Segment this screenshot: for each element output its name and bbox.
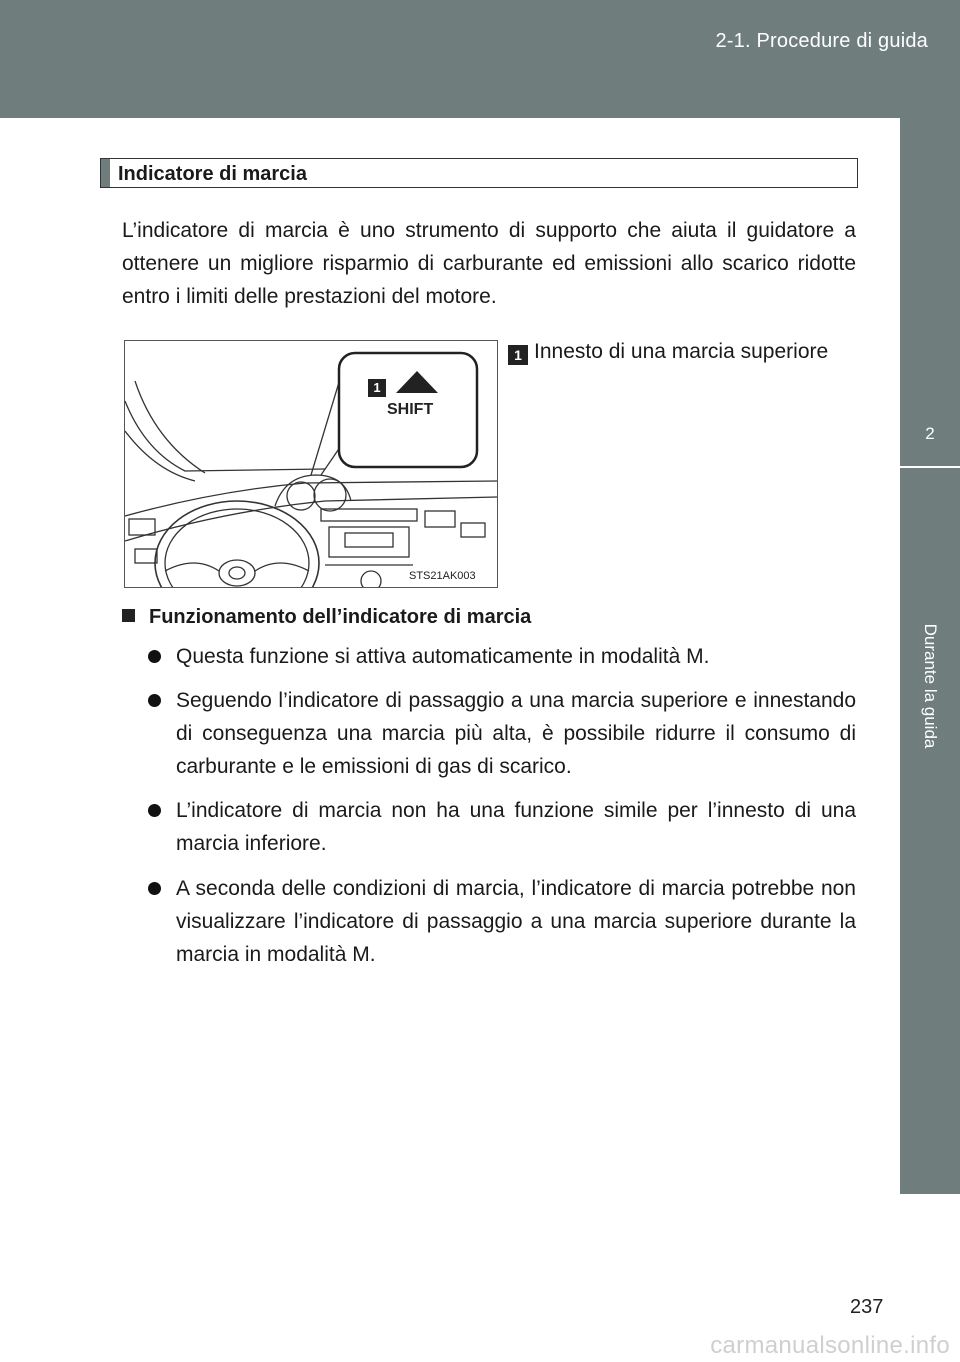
- bullet-dot-icon: [148, 650, 161, 663]
- bullet-dot-icon: [148, 882, 161, 895]
- page-header: [0, 0, 960, 118]
- callout-badge: 1: [508, 345, 528, 365]
- bullet-text: Questa funzione si attiva automaticamente in modalità M.: [176, 645, 710, 668]
- chapter-number: 2: [925, 424, 935, 443]
- bullet-text: Seguendo l’indicatore di passaggio a una marcia superiore e innestando di conseguenza una marcia più alta, è possibile ridurre il consumo di carburante e le emissioni di gas di scarico.: [176, 689, 856, 778]
- bullet-dot-icon: [148, 694, 161, 707]
- callout-text: Innesto di una marcia superiore: [534, 340, 829, 363]
- bullet-text: A seconda delle condizioni di marcia, l’indicatore di marcia potrebbe non visualizzare l’indicatore di passaggio a una marcia superiore durante la marcia in modalità M.: [176, 877, 856, 966]
- page-number: 237: [850, 1296, 884, 1318]
- section-heading: [100, 158, 858, 188]
- dashboard-drawing: [125, 341, 497, 587]
- bullet-item: [148, 794, 856, 860]
- figure-badge: 1: [373, 380, 381, 395]
- bullet-item: [148, 640, 856, 673]
- subsection-heading: [122, 606, 531, 629]
- breadcrumb: 2-1. Procedure di guida: [715, 30, 928, 52]
- intro-paragraph: L’indicatore di marcia è uno strumento di supporto che aiuta il guidatore a ottenere un migliore risparmio di carburante ed emissioni allo scarico ridotte entro i limiti delle prestazioni del motore.: [122, 219, 856, 308]
- chapter-label: Durante la guida: [921, 623, 940, 749]
- bullet-text: L’indicatore di marcia non ha una funzione simile per l’innesto di una marcia inferiore.: [176, 799, 856, 855]
- section-heading-stripe: [101, 159, 110, 187]
- section-title: Indicatore di marcia: [118, 163, 307, 185]
- bullet-dot-icon: [148, 804, 161, 817]
- watermark: carmanualsonline.info: [710, 1332, 950, 1359]
- dashboard-illustration: [124, 340, 498, 588]
- chapter-side-tab[interactable]: [900, 118, 960, 1194]
- shift-indicator-label: SHIFT: [387, 401, 434, 418]
- figure-code: STS21AK003: [409, 570, 476, 582]
- subsection-title: Funzionamento dell’indicatore di marcia: [149, 606, 532, 628]
- bullet-item: [148, 684, 856, 783]
- bullet-item: [148, 872, 856, 971]
- chapter-divider: [900, 466, 960, 468]
- square-bullet-icon: [122, 609, 135, 622]
